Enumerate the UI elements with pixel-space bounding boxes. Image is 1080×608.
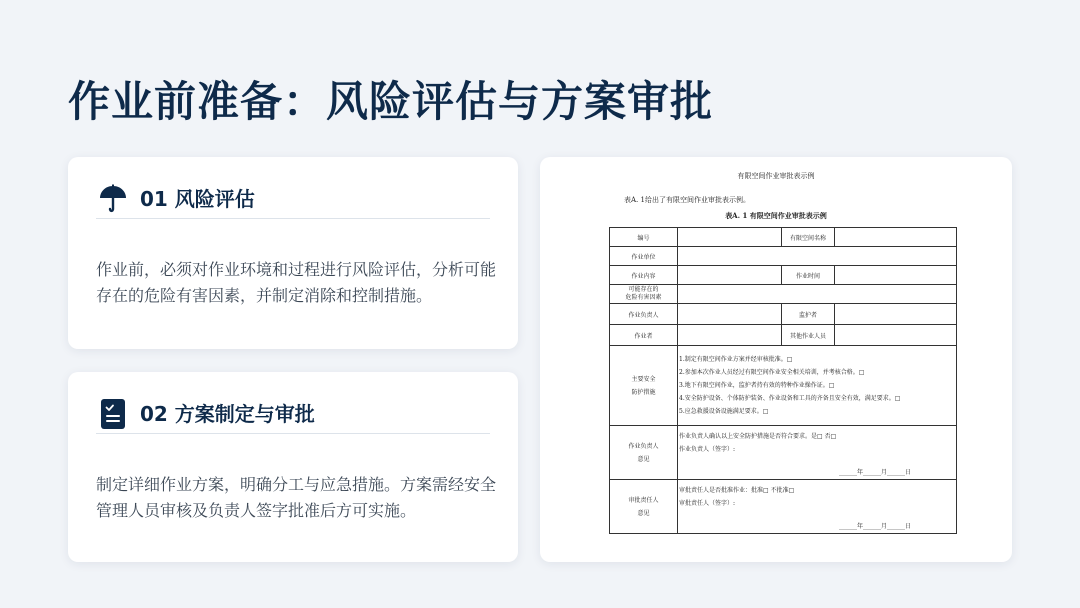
table-row [610,228,957,247]
card-title: 02 方案制定与审批 [140,402,315,426]
form-label: 作业负责人 [610,304,678,325]
table-row [610,247,957,266]
card-title: 01 风险评估 [140,187,255,211]
form-value [835,325,957,346]
form-caption: 表A. 1 有限空间作业审批表示例 [725,211,827,220]
risk-assessment-card [68,157,518,349]
measure-item: 1.制定有限空间作业方案并经审核批准。□ [679,356,793,363]
form-label: 监护者 [782,304,835,325]
form-label-line: 意见 [637,455,650,463]
measure-item: 4.安全防护设备、个体防护装备、作业设备和工具的齐备且安全有效，满足要求。□ [679,395,901,402]
table-row [610,426,957,480]
form-label-line: 审批责任人 [628,496,659,504]
approver-opinion-text: 审批责任人是否批准作业：批准□ 不批准□ [679,487,795,494]
card-description: 作业前，必须对作业环境和过程进行风险评估，分析可能存在的危险有害因素，并制定消除和控制措施。 [96,260,497,305]
plan-approval-card [68,372,518,562]
form-label [610,346,678,426]
umbrella-icon [97,183,129,215]
form-value [835,304,957,325]
date-line: ______年______月______日 [838,523,911,530]
leader-opinion-cell [678,426,957,480]
form-label: 作业时间 [782,266,835,285]
form-intro: 表A. 1给出了有限空间作业审批表示例。 [624,196,750,204]
form-value [835,266,957,285]
measure-item: 2.参加本次作业人员经过有限空间作业安全相关培训，并考核合格。□ [679,369,865,376]
form-label: 其他作业人员 [782,325,835,346]
table-row [610,266,957,285]
table-row [610,480,957,534]
form-label-line: 防护措施 [631,388,656,396]
form-label: 有限空间名称 [782,228,835,247]
approval-form-table [609,227,957,534]
leader-sign-label: 作业负责人（签字）: [679,446,736,453]
date-line: ______年______月______日 [838,469,911,476]
measure-item: 3.地下有限空间作业，监护者持有效的特种作业操作证。□ [679,382,835,389]
form-value [678,266,782,285]
form-label: 作业单位 [610,247,678,266]
table-row [610,304,957,325]
approval-form-image [540,157,1012,562]
approver-sign-label: 审批责任人（签字）: [679,500,736,507]
form-label-line: 危险有害因素 [625,294,662,301]
table-row [610,346,957,426]
measure-item: 5.应急救援设备设施满足要求。□ [679,408,769,415]
form-value [678,325,782,346]
checklist-icon [97,398,129,430]
form-label: 编号 [610,228,678,247]
form-label-line: 作业负责人 [628,442,659,450]
leader-opinion-text: 作业负责人确认以上安全防护措施是否符合要求。是□ 否□ [679,433,837,440]
table-row [610,325,957,346]
table-row [610,285,957,304]
form-label [610,480,678,534]
form-value [678,304,782,325]
page-title: 作业前准备：风险评估与方案审批 [68,77,714,126]
form-heading: 有限空间作业审批表示例 [737,172,815,180]
approval-form-card [540,157,1012,562]
form-value [678,285,957,304]
card-description: 制定详细作业方案，明确分工与应急措施。方案需经安全管理人员审核及负责人签字批准后方可实施。 [96,475,497,520]
card-header [96,398,490,434]
approver-opinion-cell [678,480,957,534]
form-label: 作业者 [610,325,678,346]
form-label-line: 可能存在的 [628,286,659,293]
card-header [96,183,490,219]
form-value [678,247,957,266]
form-value [835,228,957,247]
form-label: 作业内容 [610,266,678,285]
form-value [678,228,782,247]
form-label [610,285,678,304]
form-label-line: 主要安全 [631,375,656,383]
form-label [610,426,678,480]
safety-measures-list [678,346,957,426]
form-label-line: 意见 [637,509,650,517]
